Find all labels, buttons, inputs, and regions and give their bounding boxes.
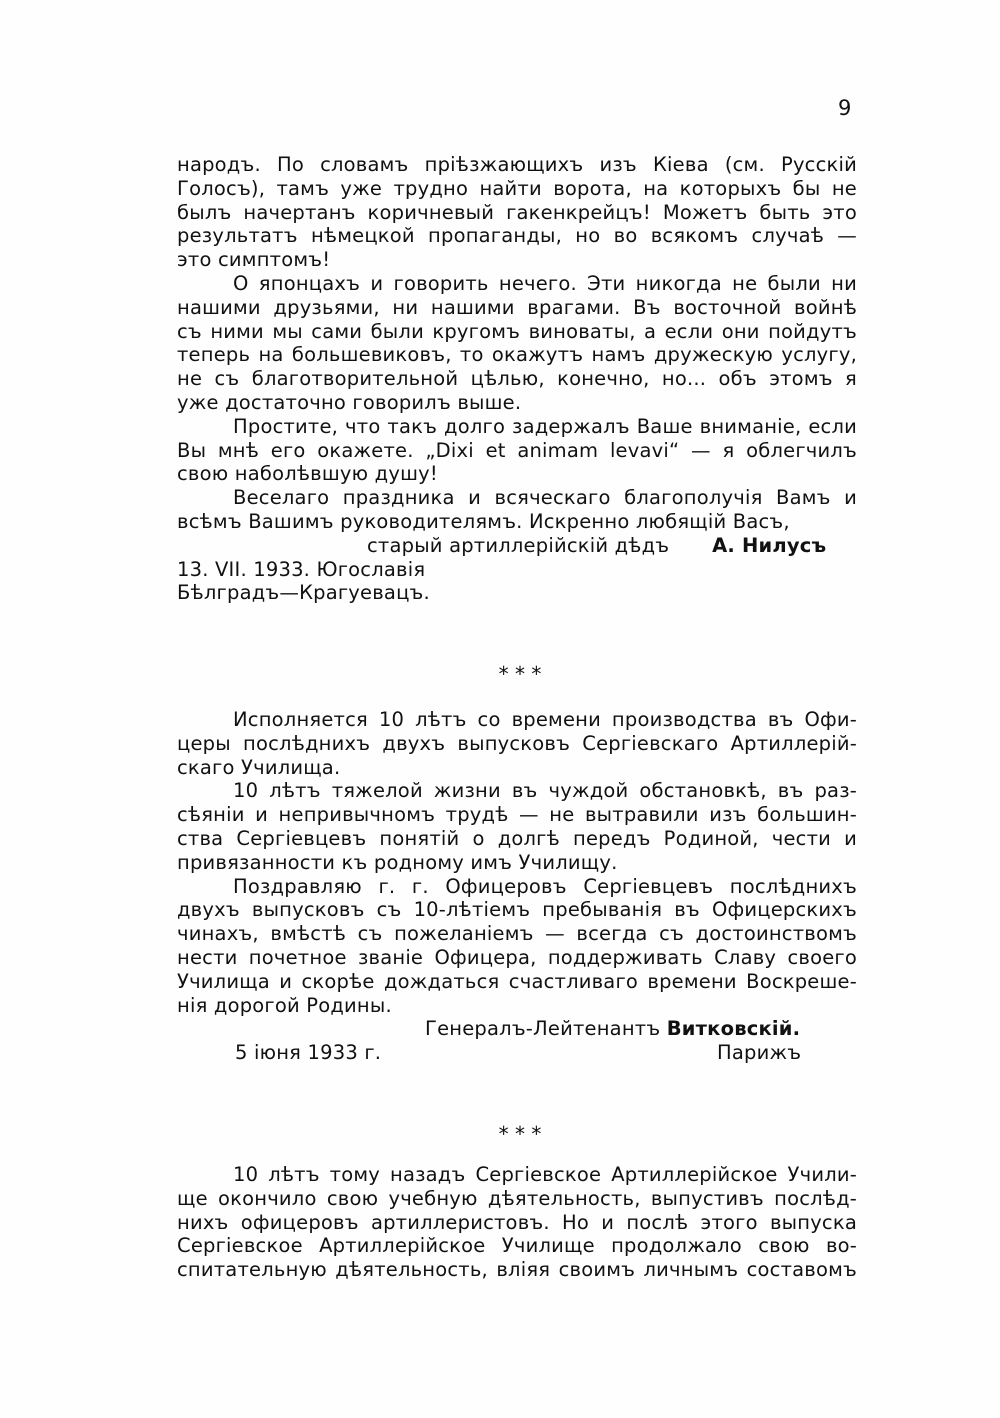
- divider-text: * * *: [498, 1122, 542, 1146]
- text-line: ства Сергіевцевъ понятій о долгѣ передъ Родиной, чести и: [177, 826, 857, 850]
- text-line: 10 лѣтъ тому назадъ Сергіевское Артиллерійское Учили-: [233, 1163, 857, 1186]
- text-line: 10 лѣтъ тяжелой жизни въ чуждой обстановкѣ, въ раз-: [233, 779, 857, 803]
- letter-section-3: [177, 1163, 857, 1282]
- text-line: уже достаточно говорилъ выше.: [177, 390, 522, 414]
- text-line: не съ благотворительной цѣлью, конечно, но... объ этомъ я: [177, 367, 857, 391]
- signature-name: Витковскій.: [666, 1017, 801, 1041]
- text-line: Исполняется 10 лѣтъ со времени производства въ Офи-: [233, 708, 857, 731]
- text-line: Веселаго праздника и всяческаго благополучія Вамъ и: [233, 486, 857, 510]
- text-line: нія дорогой Родины.: [177, 993, 392, 1017]
- letter-section-1: [177, 153, 857, 605]
- text-line: теперь на большевиковъ, то окажутъ намъ дружескую услугу,: [177, 343, 857, 367]
- text-line: Вы мнѣ его окажете. „Dixi et animam levavi“ — я облегчилъ: [177, 438, 857, 462]
- text-line: чинахъ, вмѣстѣ съ пожеланіемъ — всегда съ достоинствомъ: [177, 922, 857, 946]
- text-line: былъ начертанъ коричневый гакенкрейцъ! Можетъ быть это: [177, 200, 857, 224]
- signature-prefix: Генералъ-Лейтенантъ: [425, 1017, 661, 1041]
- text-line: Простите, что такъ долго задержалъ Ваше вниманіе, если: [233, 414, 857, 438]
- text-line: привязанности къ родному имъ Училищу.: [177, 850, 618, 874]
- date-place-line: [177, 1041, 857, 1065]
- date: 5 іюня 1933 г.: [235, 1041, 382, 1065]
- divider-text: * * *: [498, 662, 542, 686]
- text-line: О японцахъ и говорить нечего. Эти никогда не были ни: [233, 271, 857, 295]
- text-line: всѣмъ Вашимъ руководителямъ. Искренно любящій Васъ,: [177, 509, 790, 533]
- text-line: спитательную дѣятельность, вліяя своимъ личнымъ составомъ: [177, 1258, 857, 1282]
- signature-name: А. Нилусъ: [712, 533, 827, 557]
- text-line: нихъ офицеровъ артиллеристовъ. Но и послѣ этого выпуска: [177, 1210, 857, 1234]
- text-line: съ ними мы сами были кругомъ виноваты, а если они пойдутъ: [177, 319, 857, 343]
- text-line: ще окончило свою учебную дѣятельность, выпустивъ послѣд-: [177, 1186, 857, 1210]
- text-line: нашими друзьями, ни нашими врагами. Въ восточной войнѣ: [177, 295, 857, 319]
- text-line: это симптомъ!: [177, 248, 331, 272]
- text-line: церы послѣднихъ двухъ выпусковъ Сергіевскаго Артиллерій-: [177, 731, 857, 755]
- text-line: двухъ выпусковъ съ 10-лѣтіемъ пребыванія въ Офицерскихъ: [177, 898, 857, 922]
- text-line: Голосъ), тамъ уже трудно найти ворота, на которыхъ бы не: [177, 176, 857, 200]
- date-line: 13. VII. 1933. Югославія: [177, 557, 426, 581]
- text-line: свою наболѣвшую душу!: [177, 462, 438, 486]
- text-line: Училища и скорѣе дождаться счастливаго времени Воскреше-: [177, 969, 857, 993]
- signature-line: [177, 534, 857, 558]
- text-line: результатъ нѣмецкой пропаганды, но во всякомъ случаѣ —: [177, 224, 857, 248]
- signature-line: [177, 1017, 857, 1041]
- text-line: Сергіевское Артиллерійское Училище продолжало свою во-: [177, 1234, 857, 1258]
- text-line: народъ. По словамъ пріѣзжающихъ изъ Кіева (см. Русскій: [177, 153, 857, 176]
- place-line: Бѣлградъ—Крагуевацъ.: [177, 581, 430, 605]
- section-divider: [490, 662, 550, 686]
- letter-section-2: [177, 708, 857, 1065]
- text-line: Поздравляю г. г. Офицеровъ Сергіевцевъ послѣднихъ: [233, 874, 857, 898]
- page-number: 9: [838, 96, 852, 120]
- text-line: сѣяніи и непривычномъ трудѣ — не вытравили изъ большин-: [177, 803, 857, 827]
- section-divider: [490, 1122, 550, 1146]
- place: Парижъ: [717, 1041, 802, 1065]
- text-line: скаго Училища.: [177, 755, 341, 779]
- signature-prefix: старый артиллерійскій дѣдъ: [367, 533, 670, 557]
- text-line: нести почетное званіе Офицера, поддерживать Славу своего: [177, 945, 857, 969]
